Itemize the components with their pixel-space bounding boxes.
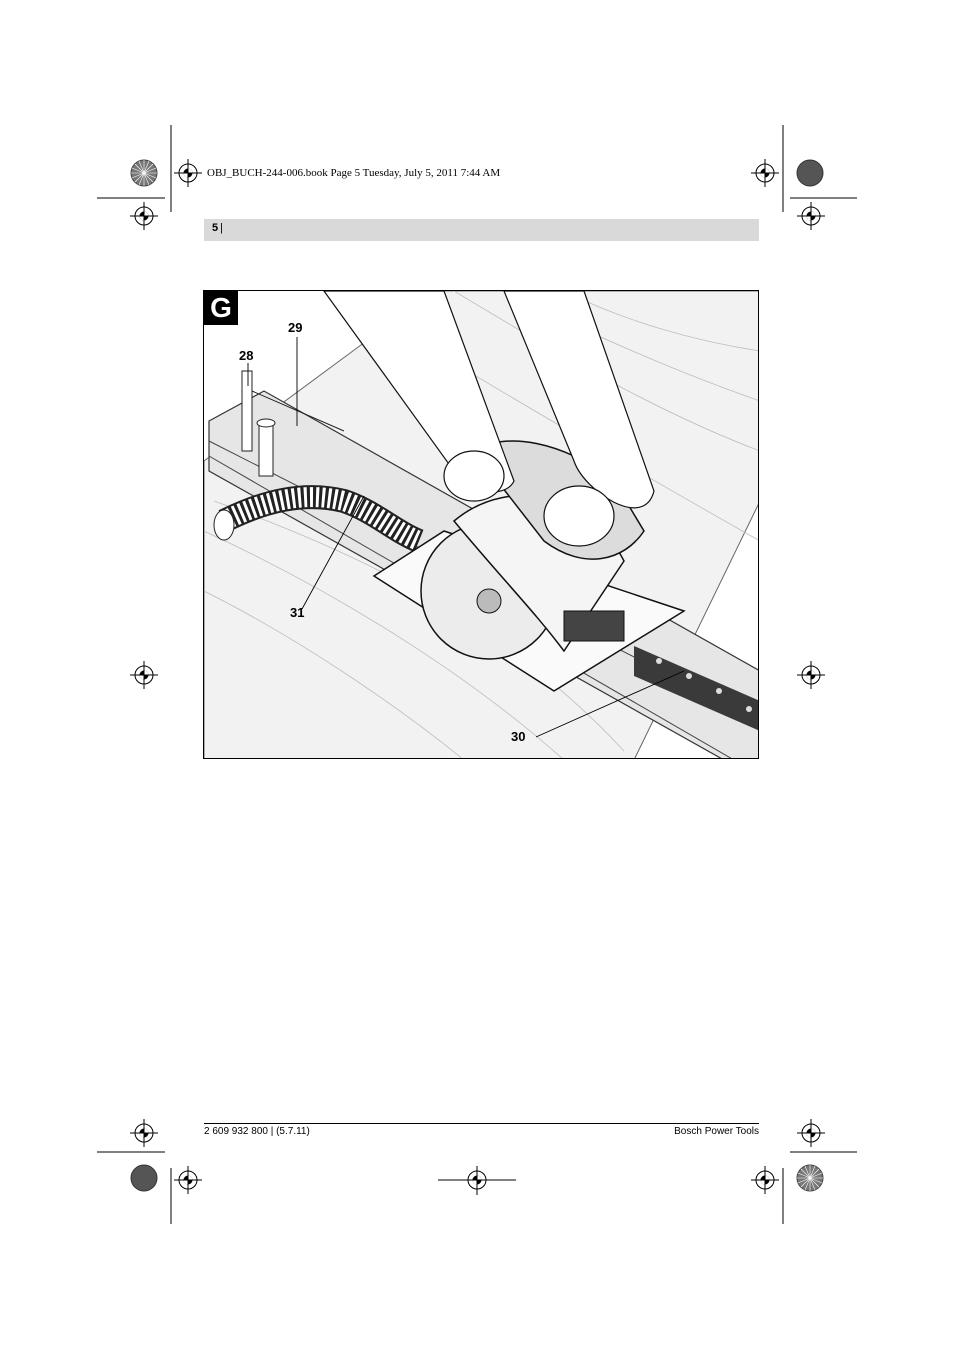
color-target-icon [131, 160, 157, 186]
registration-crosshair-icon [797, 1119, 825, 1147]
footer-brand: Bosch Power Tools [674, 1126, 759, 1137]
print-slug: OBJ_BUCH-244-006.book Page 5 Tuesday, July 5, 2011 7:44 AM [207, 167, 501, 179]
callout-28: 28 [239, 348, 254, 363]
registration-crosshair-icon [751, 159, 779, 187]
callout-31: 31 [290, 605, 305, 620]
circular-saw-illustration [204, 291, 759, 759]
page-header-bar [204, 219, 759, 241]
color-target-icon [797, 160, 823, 186]
registration-crosshair-icon [130, 661, 158, 689]
figure-g [203, 290, 759, 759]
figure-label: G [204, 291, 238, 325]
registration-crosshair-icon [797, 661, 825, 689]
footer-rule [204, 1123, 759, 1124]
registration-crosshair-icon [797, 202, 825, 230]
page-number-separator: | [220, 222, 223, 234]
registration-crosshair-icon [174, 1166, 202, 1194]
registration-crosshair-icon [130, 1119, 158, 1147]
page-number [212, 222, 223, 234]
callout-29: 29 [288, 320, 303, 335]
registration-crosshair-icon [751, 1166, 779, 1194]
color-target-icon [131, 1165, 157, 1191]
callout-30: 30 [511, 729, 526, 744]
footer-doc-number: 2 609 932 800 | (5.7.11) [204, 1126, 310, 1137]
registration-crosshair-icon [130, 202, 158, 230]
color-target-icon [797, 1165, 823, 1191]
page-number-value: 5 [212, 222, 219, 234]
registration-crosshair-icon [174, 159, 202, 187]
